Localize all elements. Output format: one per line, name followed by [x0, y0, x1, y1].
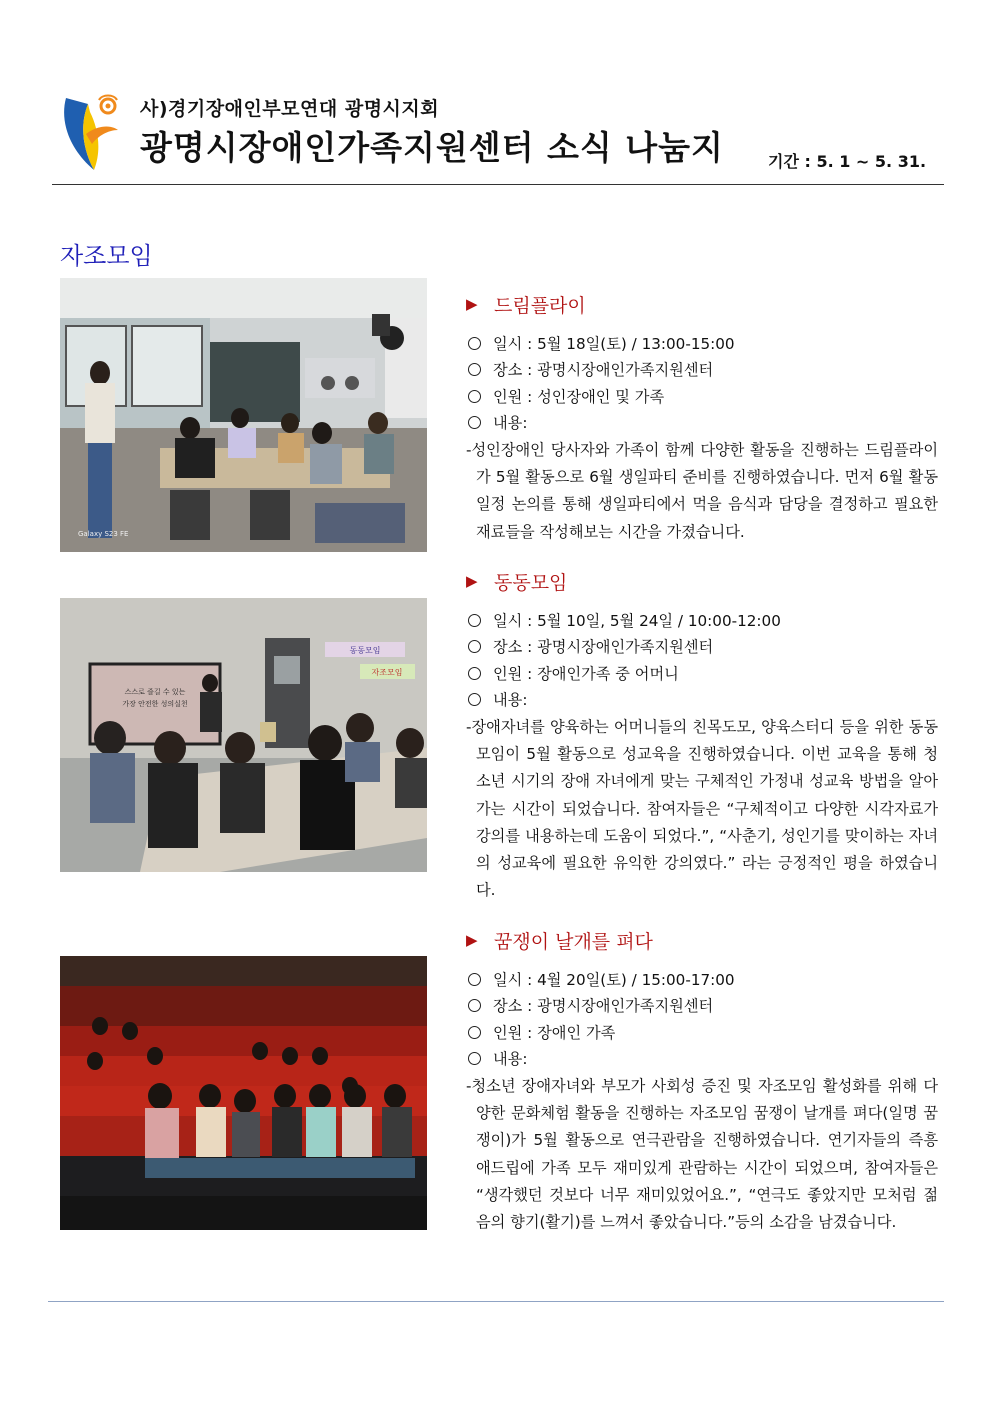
item-people: 인원 : 장애인 가족 — [493, 1023, 616, 1042]
circle-bullet-icon — [468, 363, 481, 376]
newsletter-title: 광명시장애인가족지원센터 소식 나눔지 — [140, 128, 724, 167]
circle-bullet-icon — [468, 1026, 481, 1039]
circle-bullet-icon — [468, 337, 481, 350]
item-people: 인원 : 장애인가족 중 어머니 — [493, 664, 679, 683]
item-description: -성인장애인 당사자와 가족이 함께 다양한 활동을 진행하는 드림플라이가 5월 활동으로 6월 생일파티 준비를 진행하였습니다. 먼저 6월 활동 일정 논의를 통해 생일파티에서 먹을 음식과 담당을 결정하고 필요한 재료들을 작성해보는 시간을 가졌습니다. — [466, 441, 938, 541]
organization-logo — [58, 90, 124, 172]
circle-bullet-icon — [468, 999, 481, 1012]
footer-divider — [48, 1301, 944, 1302]
header-divider — [52, 184, 944, 185]
circle-bullet-icon — [468, 416, 481, 429]
item-place: 장소 : 광명시장애인가족지원센터 — [493, 997, 714, 1016]
item-date: 일시 : 5월 10일, 5월 24일 / 10:00-12:00 — [493, 611, 781, 630]
meeting-item-dongdong — [466, 566, 938, 904]
item-content-label: 내용: — [493, 1050, 528, 1069]
item-place: 장소 : 광명시장애인가족지원센터 — [493, 638, 714, 657]
photo-caption: Galaxy S23 FE — [78, 530, 129, 538]
circle-bullet-icon — [468, 640, 481, 653]
circle-bullet-icon — [468, 390, 481, 403]
sign-text-1: 동동모임 — [349, 646, 381, 655]
organization-name: 사)경기장애인부모연대 광명시지회 — [140, 98, 440, 120]
dreamfly-photo — [60, 278, 427, 552]
circle-bullet-icon — [468, 693, 481, 706]
meeting-item-dreamer — [466, 925, 938, 1236]
item-title: 꿈쟁이 날개를 펴다 — [494, 930, 653, 953]
circle-bullet-icon — [468, 667, 481, 680]
item-content-label: 내용: — [493, 691, 528, 710]
item-description: -청소년 장애자녀와 부모가 사회성 증진 및 자조모임 활성화를 위해 다양한 문화체험 활동을 진행하는 자조모임 꿈쟁이 날개를 펴다(일명 꿈쟁이)가 5월 활동으로 연극관람을 진행하였습니다. 연기자들의 즉흥 애드립에 가족 모두 재미있게 관람하는 시간이 되었으며, 참여자들은 “생각했던 것보다 너무 재미있었어요.”, “연극도 좋았지만 모처럼 젊음의 향기(활기)를 느껴서 좋았습니다.”등의 소감을 남겼습니다. — [466, 1077, 938, 1232]
dreamer-photo — [60, 956, 427, 1230]
item-people: 인원 : 성인장애인 및 가족 — [493, 387, 665, 406]
circle-bullet-icon — [468, 614, 481, 627]
item-title: 드림플라이 — [494, 294, 586, 317]
arrow-right-icon: ▶ — [466, 931, 478, 949]
item-description: -장애자녀를 양육하는 어머니들의 친목도모, 양육스터디 등을 위한 동동모임이 5월 활동으로 성교육을 진행하였습니다. 이번 교육을 통해 청소년 시기의 장애 자녀에게 맞는 구체적인 가정내 성교육 방법을 알아가는 시간이 되었습니다. 참여자들은 “구체적이고 다양한 시각자료가 강의를 내용하는데 도움이 되었다.”, “사춘기, 성인기를 맞이하는 자녀의 성교육에 필요한 유익한 강의였다.” 라는 긍정적인 평을 하였습니다. — [466, 718, 938, 900]
item-content-label: 내용: — [493, 414, 528, 433]
circle-bullet-icon — [468, 1052, 481, 1065]
item-date: 일시 : 4월 20일(토) / 15:00-17:00 — [493, 970, 735, 989]
section-title: 자조모임 — [60, 242, 153, 270]
item-title: 동동모임 — [494, 571, 568, 594]
arrow-right-icon: ▶ — [466, 572, 478, 590]
period-label: 기간 : 5. 1 ~ 5. 31. — [768, 152, 927, 171]
circle-bullet-icon — [468, 973, 481, 986]
item-place: 장소 : 광명시장애인가족지원센터 — [493, 361, 714, 380]
sign-text-2: 자조모임 — [371, 668, 403, 677]
item-date: 일시 : 5월 18일(토) / 13:00-15:00 — [493, 334, 735, 353]
arrow-right-icon: ▶ — [466, 295, 478, 313]
meeting-item-dreamfly — [466, 289, 938, 546]
dongdong-photo — [60, 598, 427, 872]
screen-text-1: 스스로 즐길 수 있는 — [124, 688, 186, 696]
screen-text-2: 가장 안전한 성의실천 — [122, 700, 188, 708]
